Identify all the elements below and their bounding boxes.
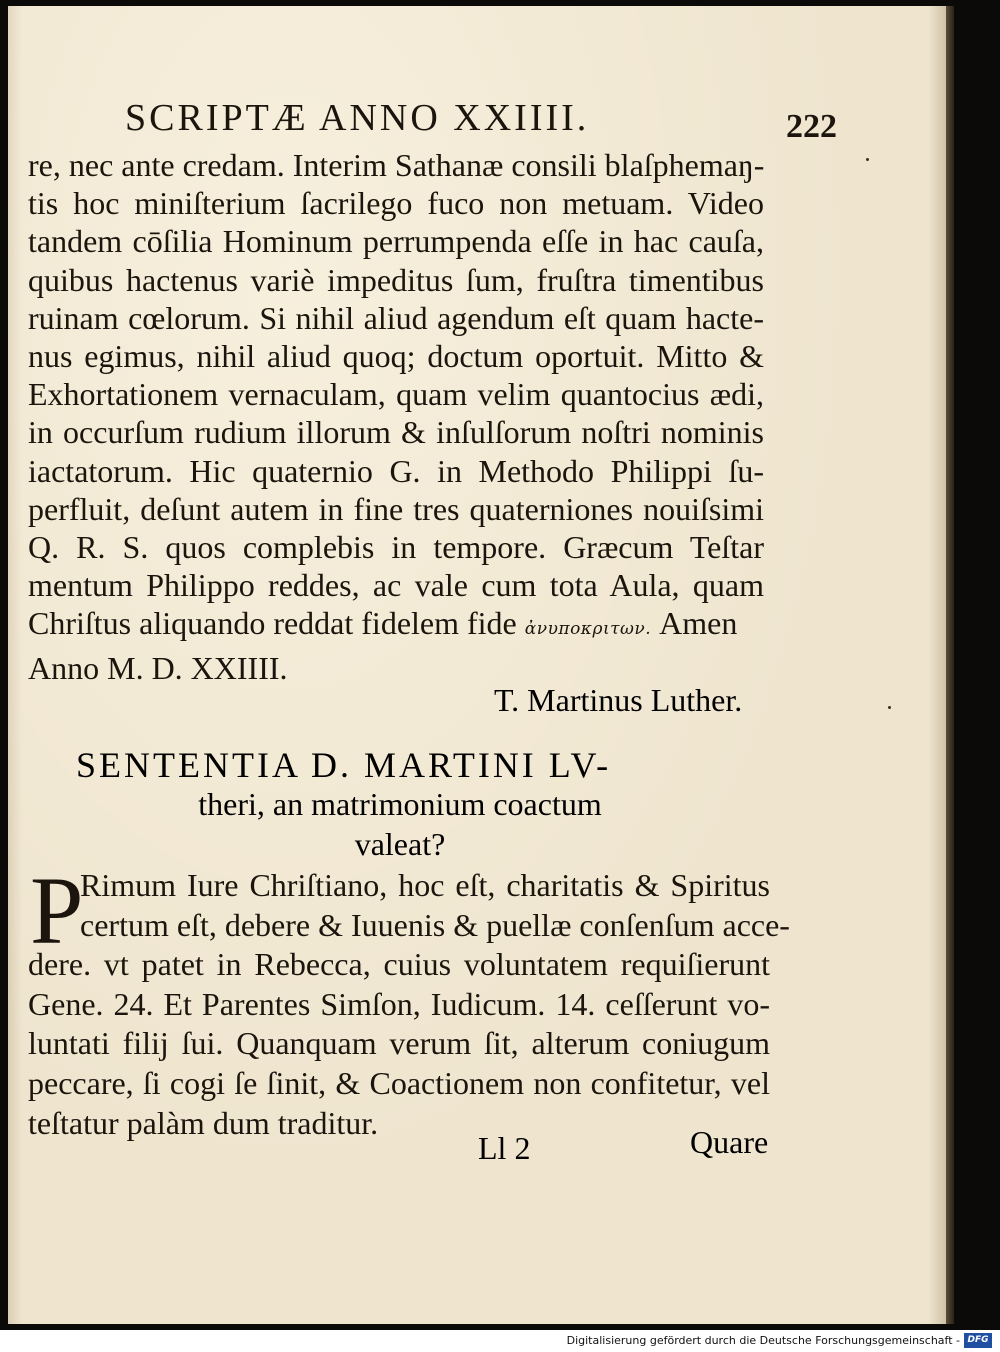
text-line: mentum Philippo reddes, ac vale cum tota Aula, quam	[28, 567, 764, 604]
text-line: peccare, ſi cogi ſe ſinit, & Coactionem non confitetur, vel	[28, 1064, 770, 1101]
text-line: quibus hactenus variè impeditus ſum, fruſtra timentibus	[28, 261, 764, 298]
greek-word: ἀνυποκριτων.	[524, 619, 652, 640]
amen-word: Amen	[659, 605, 738, 642]
text-line: teſtatur palàm dum traditur.	[28, 1104, 379, 1141]
text-fragment: Chriſtus aliquando reddat fidelem fide	[28, 605, 517, 642]
text-line: iactatorum. Hic quaternio G. in Methodo Philippi ſu-	[28, 452, 764, 489]
signature-mark: Ll 2	[478, 1130, 531, 1166]
ink-speck	[888, 706, 891, 709]
body-text	[28, 857, 790, 1143]
text-line: Q. R. S. quos complebis in tempore. Græcum Teſtar	[28, 529, 764, 566]
text-line: tandem cōſilia Hominum perrumpenda eſſe in hac cauſa,	[28, 223, 764, 260]
running-head: SCRIPTÆ ANNO XXIIII.	[125, 97, 590, 139]
page-number: 222	[786, 108, 837, 145]
section-subheading: valeat?	[354, 826, 446, 862]
text-line: Exhortationem vernaculam, quam velim quantocius ædi,	[28, 376, 764, 413]
text-line: nus egimus, nihil aliud quoq; doctum oportuit. Mitto &	[28, 338, 764, 375]
letter-signature: T. Martinus Luther.	[494, 682, 743, 718]
ink-speck	[866, 158, 869, 161]
text-line	[28, 604, 764, 648]
text-line: in occurſum rudium illorum & inſulſorum noſtri nominis	[28, 414, 764, 451]
text-line: dere. vt patet in Rebecca, cuius voluntatem requiſierunt	[28, 946, 770, 983]
section-heading: SENTENTIA D. MARTINI LV-	[76, 745, 612, 785]
text-line: luntati filij ſui. Quanquam verum ſit, alterum coniugum	[28, 1025, 770, 1062]
text-line: Rimum Iure Chriſtiano, hoc eſt, charitatis & Spiritus	[80, 867, 770, 903]
drop-cap: P	[30, 857, 84, 964]
section-subheading: theri, an matrimonium coactum	[198, 786, 602, 822]
text-line: perfluit, deſunt autem in fine tres quaterniones nouiſsimi	[28, 490, 764, 527]
dfg-logo-icon: DFG	[964, 1333, 992, 1348]
footer-credit: Digitalisierung gefördert durch die Deutsche Forschungsgemeinschaft -	[566, 1334, 960, 1347]
page-edge	[946, 6, 954, 1324]
text-line: certum eſt, debere & Iuuenis & puellæ conſenſum acce-	[80, 906, 790, 943]
letter-text	[28, 146, 764, 687]
text-line: ruinam cœlorum. Si nihil aliud agendum eſt quam hacte-	[28, 299, 764, 336]
text-line: Gene. 24. Et Parentes Simſon, Iudicum. 14. ceſſerunt vo-	[28, 985, 770, 1022]
text-line: Anno M. D. XXIIII.	[28, 649, 288, 686]
catchword: Quare	[690, 1124, 769, 1160]
text-line: re, nec ante credam. Interim Sathanæ consili blaſphemaŋ-	[28, 147, 765, 183]
text-line: tis hoc miniſterium ſacrilego fuco non metuam. Video	[28, 185, 764, 222]
